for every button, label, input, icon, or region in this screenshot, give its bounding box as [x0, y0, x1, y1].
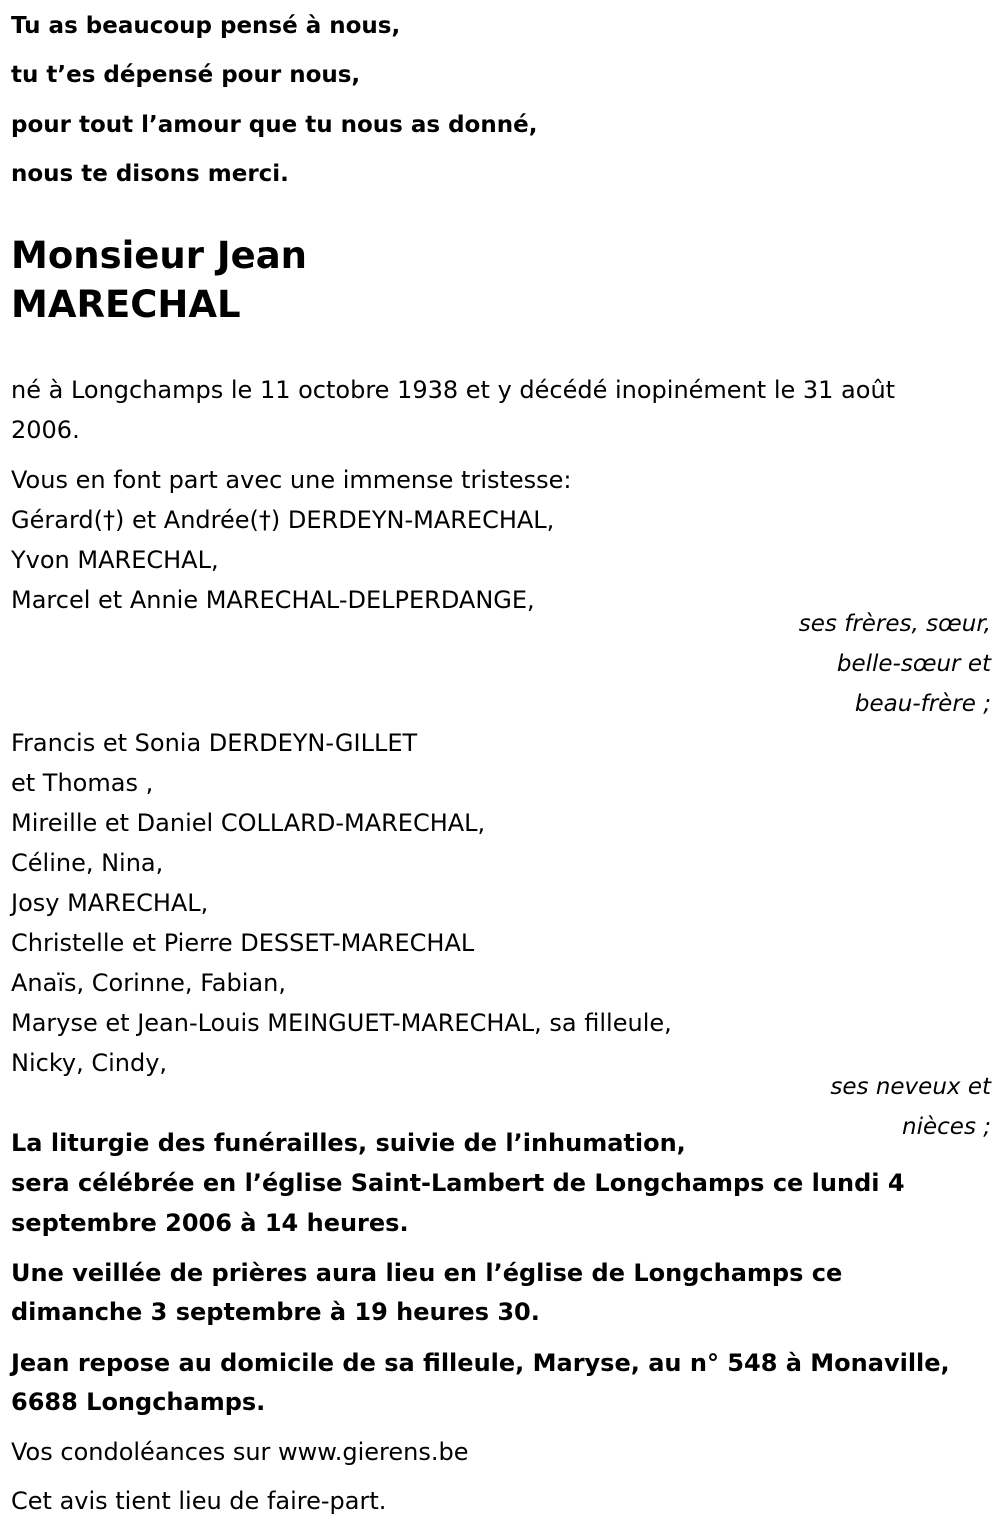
- list-item: Anaïs, Corinne, Fabian,: [11, 969, 286, 997]
- birth-death-line: né à Longchamps le 11 octobre 1938 et y décédé inopinément le 31 août: [11, 376, 896, 404]
- relation-line: ses neveux et: [830, 1074, 991, 1100]
- notice-line: Cet avis tient lieu de faire-part.: [11, 1487, 387, 1515]
- list-item: Céline, Nina,: [11, 849, 164, 877]
- list-item: Mireille et Daniel COLLARD-MARECHAL,: [11, 809, 486, 837]
- list-item: Maryse et Jean-Louis MEINGUET-MARECHAL, sa filleule,: [11, 1009, 672, 1037]
- birth-death-line: 2006.: [11, 416, 80, 444]
- list-item: Marcel et Annie MARECHAL-DELPERDANGE,: [11, 586, 535, 614]
- funeral-line: La liturgie des funérailles, suivie de l’inhumation,: [11, 1129, 686, 1157]
- deceased-last-name: MARECHAL: [11, 283, 241, 326]
- list-item: Josy MARECHAL,: [11, 889, 209, 917]
- repose-line: Jean repose au domicile de sa filleule, Maryse, au n° 548 à Monaville,: [11, 1349, 950, 1377]
- poem-line: pour tout l’amour que tu nous as donné,: [11, 112, 538, 138]
- poem-line: Tu as beaucoup pensé à nous,: [11, 13, 401, 39]
- list-item: Nicky, Cindy,: [11, 1049, 168, 1077]
- condolences-line: Vos condoléances sur www.gierens.be: [11, 1438, 469, 1466]
- list-item: Francis et Sonia DERDEYN-GILLET: [11, 729, 418, 757]
- list-item: Christelle et Pierre DESSET-MARECHAL: [11, 929, 475, 957]
- list-item: et Thomas ,: [11, 769, 154, 797]
- deceased-first-line: Monsieur Jean: [11, 234, 308, 277]
- relation-line: beau-frère ;: [854, 691, 991, 717]
- funeral-line: septembre 2006 à 14 heures.: [11, 1209, 409, 1237]
- vigil-line: Une veillée de prières aura lieu en l’église de Longchamps ce: [11, 1259, 843, 1287]
- repose-line: 6688 Longchamps.: [11, 1388, 266, 1416]
- poem-line: nous te disons merci.: [11, 161, 289, 187]
- poem-line: tu t’es dépensé pour nous,: [11, 62, 361, 88]
- relation-line: ses frères, sœur,: [798, 611, 991, 637]
- list-item: Yvon MARECHAL,: [11, 546, 219, 574]
- relation-line: nièces ;: [902, 1114, 991, 1140]
- announcement-intro: Vous en font part avec une immense tristesse:: [11, 466, 572, 494]
- relation-line: belle-sœur et: [836, 651, 991, 677]
- list-item: Gérard(†) et Andrée(†) DERDEYN-MARECHAL,: [11, 506, 555, 534]
- vigil-line: dimanche 3 septembre à 19 heures 30.: [11, 1298, 540, 1326]
- funeral-line: sera célébrée en l’église Saint-Lambert de Longchamps ce lundi 4: [11, 1169, 905, 1197]
